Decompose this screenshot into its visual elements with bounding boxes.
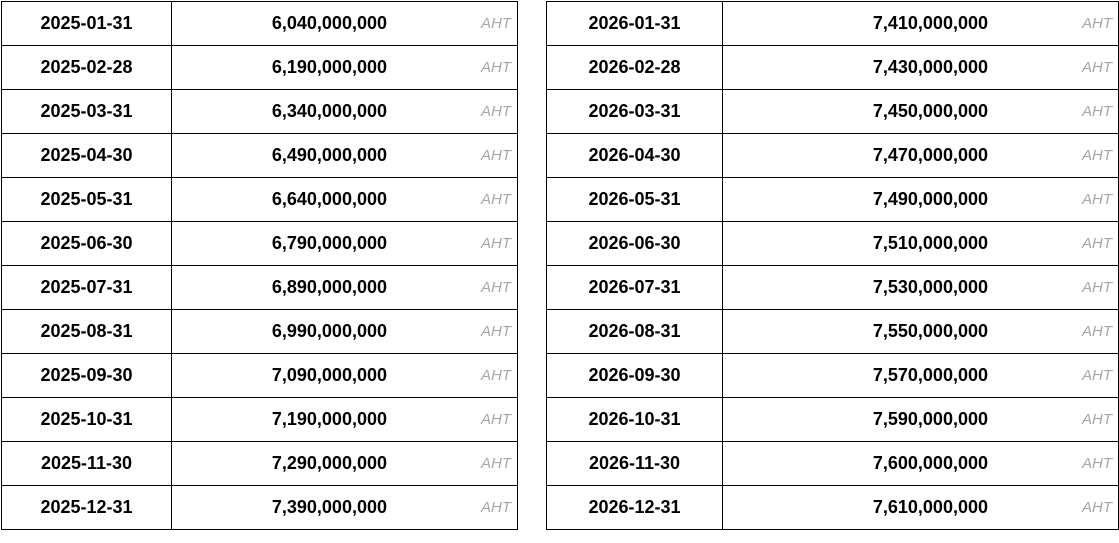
date-cell: 2026-08-31 xyxy=(547,310,723,354)
unit-label: AHT xyxy=(481,15,511,32)
amount-value: 6,190,000,000 xyxy=(271,57,387,77)
amount-cell xyxy=(723,486,1119,530)
date-cell: 2025-11-30 xyxy=(2,442,172,486)
amount-value: 7,470,000,000 xyxy=(872,145,988,165)
table-row xyxy=(2,486,518,530)
date-cell: 2026-12-31 xyxy=(547,486,723,530)
amount-value: 6,490,000,000 xyxy=(271,145,387,165)
data-table xyxy=(546,1,1119,530)
amount-cell xyxy=(723,134,1119,178)
date-cell: 2025-12-31 xyxy=(2,486,172,530)
amount-cell xyxy=(172,178,518,222)
amount-cell xyxy=(172,310,518,354)
amount-value: 7,570,000,000 xyxy=(872,365,988,385)
table-row xyxy=(547,46,1119,90)
amount-cell xyxy=(172,442,518,486)
unit-label: AHT xyxy=(1082,59,1112,76)
unit-label: AHT xyxy=(1082,367,1112,384)
table-row xyxy=(2,266,518,310)
unit-label: AHT xyxy=(481,191,511,208)
amount-value: 7,490,000,000 xyxy=(872,189,988,209)
table-2025 xyxy=(1,1,518,530)
amount-cell xyxy=(172,354,518,398)
amount-cell xyxy=(723,354,1119,398)
unit-label: AHT xyxy=(1082,191,1112,208)
amount-value: 7,390,000,000 xyxy=(271,497,387,517)
table-row xyxy=(547,354,1119,398)
amount-cell xyxy=(723,90,1119,134)
unit-label: AHT xyxy=(1082,235,1112,252)
amount-value: 6,340,000,000 xyxy=(271,101,387,121)
unit-label: AHT xyxy=(1082,103,1112,120)
unit-label: AHT xyxy=(1082,279,1112,296)
amount-cell xyxy=(723,266,1119,310)
unit-label: AHT xyxy=(481,411,511,428)
unit-label: AHT xyxy=(1082,147,1112,164)
unit-label: AHT xyxy=(481,455,511,472)
amount-value: 6,040,000,000 xyxy=(271,13,387,33)
amount-cell xyxy=(172,486,518,530)
amount-cell xyxy=(723,46,1119,90)
amount-cell xyxy=(172,2,518,46)
unit-label: AHT xyxy=(481,147,511,164)
amount-cell xyxy=(172,398,518,442)
date-cell: 2026-10-31 xyxy=(547,398,723,442)
date-cell: 2025-05-31 xyxy=(2,178,172,222)
amount-cell xyxy=(723,222,1119,266)
amount-cell xyxy=(172,90,518,134)
date-cell: 2025-10-31 xyxy=(2,398,172,442)
date-cell: 2025-09-30 xyxy=(2,354,172,398)
date-cell: 2025-08-31 xyxy=(2,310,172,354)
amount-value: 7,600,000,000 xyxy=(872,453,988,473)
table-row xyxy=(2,310,518,354)
table-row xyxy=(2,178,518,222)
date-cell: 2025-06-30 xyxy=(2,222,172,266)
unit-label: AHT xyxy=(481,279,511,296)
amount-value: 6,640,000,000 xyxy=(271,189,387,209)
table-row xyxy=(547,2,1119,46)
date-cell: 2026-07-31 xyxy=(547,266,723,310)
date-cell: 2026-03-31 xyxy=(547,90,723,134)
amount-value: 7,530,000,000 xyxy=(872,277,988,297)
date-cell: 2025-04-30 xyxy=(2,134,172,178)
unit-label: AHT xyxy=(481,59,511,76)
unit-label: AHT xyxy=(1082,455,1112,472)
date-cell: 2025-07-31 xyxy=(2,266,172,310)
data-table xyxy=(1,1,518,530)
table-row xyxy=(2,134,518,178)
table-row xyxy=(2,222,518,266)
table-row xyxy=(547,90,1119,134)
table-row xyxy=(547,134,1119,178)
table-row xyxy=(2,442,518,486)
amount-value: 7,430,000,000 xyxy=(872,57,988,77)
table-row xyxy=(2,90,518,134)
amount-value: 7,450,000,000 xyxy=(872,101,988,121)
amount-cell xyxy=(723,310,1119,354)
unit-label: AHT xyxy=(481,103,511,120)
date-cell: 2025-01-31 xyxy=(2,2,172,46)
amount-value: 6,790,000,000 xyxy=(271,233,387,253)
amount-cell xyxy=(172,266,518,310)
amount-cell xyxy=(172,46,518,90)
date-cell: 2026-09-30 xyxy=(547,354,723,398)
amount-value: 7,090,000,000 xyxy=(271,365,387,385)
amount-value: 7,290,000,000 xyxy=(271,453,387,473)
amount-value: 6,890,000,000 xyxy=(271,277,387,297)
table-row xyxy=(547,486,1119,530)
unit-label: AHT xyxy=(1082,499,1112,516)
unit-label: AHT xyxy=(1082,323,1112,340)
date-cell: 2025-03-31 xyxy=(2,90,172,134)
amount-cell xyxy=(723,178,1119,222)
date-cell: 2026-11-30 xyxy=(547,442,723,486)
amount-value: 7,610,000,000 xyxy=(872,497,988,517)
amount-cell xyxy=(723,2,1119,46)
table-row xyxy=(2,46,518,90)
unit-label: AHT xyxy=(481,367,511,384)
unit-label: AHT xyxy=(1082,15,1112,32)
amount-value: 7,510,000,000 xyxy=(872,233,988,253)
amount-value: 7,590,000,000 xyxy=(872,409,988,429)
unit-label: AHT xyxy=(481,323,511,340)
table-row xyxy=(547,178,1119,222)
date-cell: 2026-02-28 xyxy=(547,46,723,90)
date-cell: 2026-05-31 xyxy=(547,178,723,222)
table-2026 xyxy=(546,1,1119,530)
table-row xyxy=(547,222,1119,266)
date-cell: 2026-01-31 xyxy=(547,2,723,46)
amount-value: 7,190,000,000 xyxy=(271,409,387,429)
table-row xyxy=(547,442,1119,486)
amount-value: 7,550,000,000 xyxy=(872,321,988,341)
unit-label: AHT xyxy=(481,499,511,516)
amount-cell xyxy=(172,134,518,178)
table-row xyxy=(2,398,518,442)
date-cell: 2026-04-30 xyxy=(547,134,723,178)
unit-label: AHT xyxy=(1082,411,1112,428)
date-cell: 2025-02-28 xyxy=(2,46,172,90)
amount-cell xyxy=(723,398,1119,442)
table-row xyxy=(547,266,1119,310)
unit-label: AHT xyxy=(481,235,511,252)
amount-value: 7,410,000,000 xyxy=(872,13,988,33)
amount-cell xyxy=(172,222,518,266)
table-row xyxy=(547,310,1119,354)
table-row xyxy=(2,2,518,46)
table-row xyxy=(2,354,518,398)
amount-value: 6,990,000,000 xyxy=(271,321,387,341)
table-row xyxy=(547,398,1119,442)
date-cell: 2026-06-30 xyxy=(547,222,723,266)
amount-cell xyxy=(723,442,1119,486)
